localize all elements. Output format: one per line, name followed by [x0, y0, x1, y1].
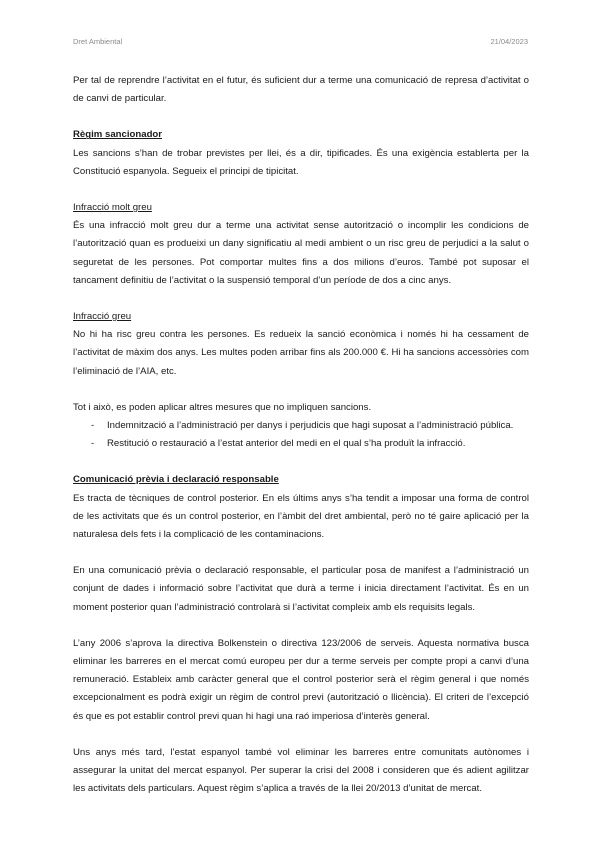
heading-infraccio-molt-greu: Infracció molt greu [73, 202, 152, 214]
document-body [73, 72, 529, 799]
paragraph-represa: Per tal de reprendre l’activitat en el futur, és suficient dur a terme una comunicació de represa d’activitat o de canvi de particular. [73, 75, 529, 105]
mesures-list [73, 417, 529, 453]
page-header [73, 37, 528, 46]
paragraph-directiva-bolkenstein: L’any 2006 s’aprova la directiva Bolkenstein o directiva 123/2006 de serveis. Aquesta normativa busca eliminar les barreres en el mercat comú europeu per dur a terme serveis per compte propi a canvi d’una remuneració. Estableix amb caràcter general que el control posterior serà el règim general i que només excepcionalment es podrà exigir un règim de control previ (autorització o llicència). El criteri de l’excepció és que es pot establir control previ quan hi hagi una raó imperiosa d’interès general. [73, 637, 529, 722]
paragraph-control-posterior: Es tracta de tècniques de control posterior. En els últims anys s’ha tendit a imposar una forma de control de les activitats que és un control posterior, en l’àmbit del dret ambiental, però no té gaire aplicació per la naturalesa dels fets i la complicació de les contaminacions. [73, 492, 529, 541]
paragraph-regim-sancionador: Les sancions s’han de trobar previstes per llei, és a dir, tipificades. És una exigència establerta per la Constitució espanyola. Segueix el principi de tipicitat. [73, 147, 529, 177]
header-title: Dret Ambiental [73, 37, 123, 46]
heading-regim-sancionador: Règim sancionador [73, 129, 163, 141]
paragraph-infraccio-molt-greu: És una infracció molt greu dur a terme una activitat sense autorització o incomplir les condicions de l’autorització quan es produeixi un dany significatiu al medi ambient o un risc greu de perjudici a la salut o seguretat de les persones. Pot comportar multes fins a dos milions d’euros. També pot suposar el tancament definitiu de l’activitat o la suspensió temporal d’un període de dos a cinc anys. [73, 220, 529, 286]
heading-comunicacio-previa: Comunicació prèvia i declaració responsable [73, 474, 279, 486]
paragraph-infraccio-greu: No hi ha risc greu contra les persones. Es redueix la sanció econòmica i només hi ha cessament de l’activitat de màxim dos anys. Les multes poden arribar fins als 200.000 €. Hi ha sancions accessòries com l’eliminació de l’AIA, etc. [73, 329, 529, 377]
list-item: - Indemnització a l’administració per danys i perjudicis que hagi suposat a l’administració pública. [73, 417, 529, 435]
paragraph-comunicacio-previa: En una comunicació prèvia o declaració responsable, el particular posa de manifest a l’administració un conjunt de dades i informació sobre l’activitat que durà a terme i inicia directament l’activitat. És en un moment posterior quan l’administració controlarà si l’activitat compleix amb els requisits legals. [73, 565, 529, 613]
paragraph-unitat-mercat: Uns anys més tard, l’estat espanyol també vol eliminar les barreres entre comunitats autònomes i assegurar la unitat del mercat espanyol. Per superar la crisi del 2008 i consideren que és adient agilitzar les activitats dels particulars. Aquest règim s’aplica a través de la llei 20/2013 d’unitat de mercat. [73, 746, 529, 795]
paragraph-mesures-intro: Tot i això, es poden aplicar altres mesures que no impliquen sancions. [73, 401, 372, 413]
list-item: - Restitució o restauració a l’estat anterior del medi en el qual s’ha produït la infracció. [73, 435, 529, 453]
header-date: 21/04/2023 [490, 37, 528, 46]
heading-infraccio-greu: Infracció greu [73, 311, 132, 323]
